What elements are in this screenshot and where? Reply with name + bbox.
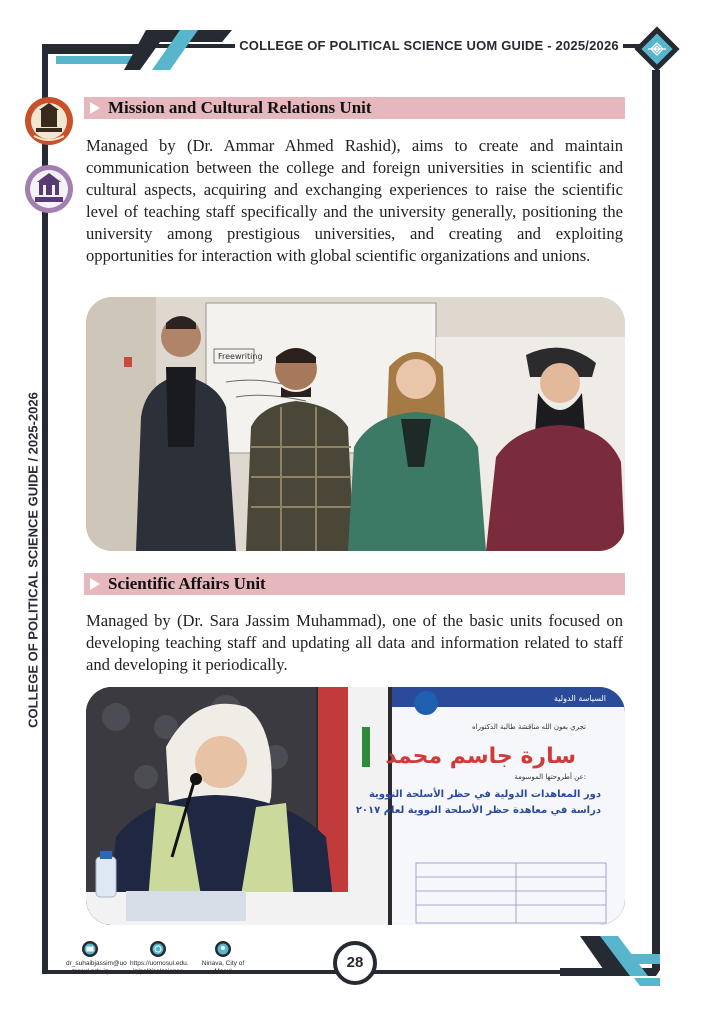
frame-bottom xyxy=(42,970,602,974)
triangle-bullet-icon xyxy=(90,102,100,114)
triangle-bullet-icon xyxy=(90,578,100,590)
board-text: Freewriting xyxy=(218,352,263,361)
section-heading-scientific-unit: Scientific Affairs Unit xyxy=(84,573,625,595)
photo-thesis-defense xyxy=(86,687,625,925)
footer-email: dr_suhaibjassim@uo mosul.edu.iq xyxy=(66,940,114,976)
svg-text:سارة جاسم محمد: سارة جاسم محمد xyxy=(385,744,576,769)
footer-website: https://uomosul.edu. iq/politicalscience xyxy=(130,940,186,976)
college-logo xyxy=(24,164,74,214)
globe-icon xyxy=(149,940,167,958)
section-body-scientific-unit: Managed by (Dr. Sara Jassim Muhammad), one of the basic units focused on developing teaching staff and updating all data and information related to staff and developing it periodically. xyxy=(86,611,623,674)
header-ornament xyxy=(42,28,242,72)
page-number: 28 xyxy=(333,941,377,985)
svg-text:عن أطروحتها الموسومة:: عن أطروحتها الموسومة: xyxy=(514,773,586,781)
side-title: COLLEGE OF POLITICAL SCIENCE GUIDE / 2025-2026 xyxy=(16,400,50,720)
frame-right xyxy=(652,70,660,970)
svg-text:دراسة في معاهدة حظر الأسلحة ال: دراسة في معاهدة حظر الأسلحة النووية لعام ٢٠١٧ xyxy=(355,805,601,816)
photo-group-meeting xyxy=(86,297,625,551)
location-pin-icon xyxy=(214,940,232,958)
university-logo xyxy=(24,96,74,146)
section-body-mission-unit: Managed by (Dr. Ammar Ahmed Rashid), aims to create and maintain communication between the college and foreign universities in scientific and cultural aspects, acquiring and exchanging experiences to raise the scientific level of teaching staff specifically and the university generally, positioning the university among prestigious universities, and creating and exploiting opportunities for interaction with global scientific organizations and unions. xyxy=(86,136,623,265)
svg-text:تجري بعون الله مناقشة طالبة ال: تجري بعون الله مناقشة طالبة الدكتوراه xyxy=(471,723,586,731)
header-logo-diamond xyxy=(634,26,680,72)
svg-text:دور المعاهدات الدولية في حظر ا: دور المعاهدات الدولية في حظر الأسلحة النووية xyxy=(368,789,601,800)
footer-years: 2025 - 2026 xyxy=(530,955,590,967)
header-title: COLLEGE OF POLITICAL SCIENCE UOM GUIDE - 2025/2026 xyxy=(235,37,623,55)
footer-location: Ninava, City of Mosul xyxy=(198,940,248,976)
section-heading-mission-unit: Mission and Cultural Relations Unit xyxy=(84,97,625,119)
email-icon xyxy=(81,940,99,958)
svg-text:السياسة الدولية: السياسة الدولية xyxy=(553,694,606,703)
